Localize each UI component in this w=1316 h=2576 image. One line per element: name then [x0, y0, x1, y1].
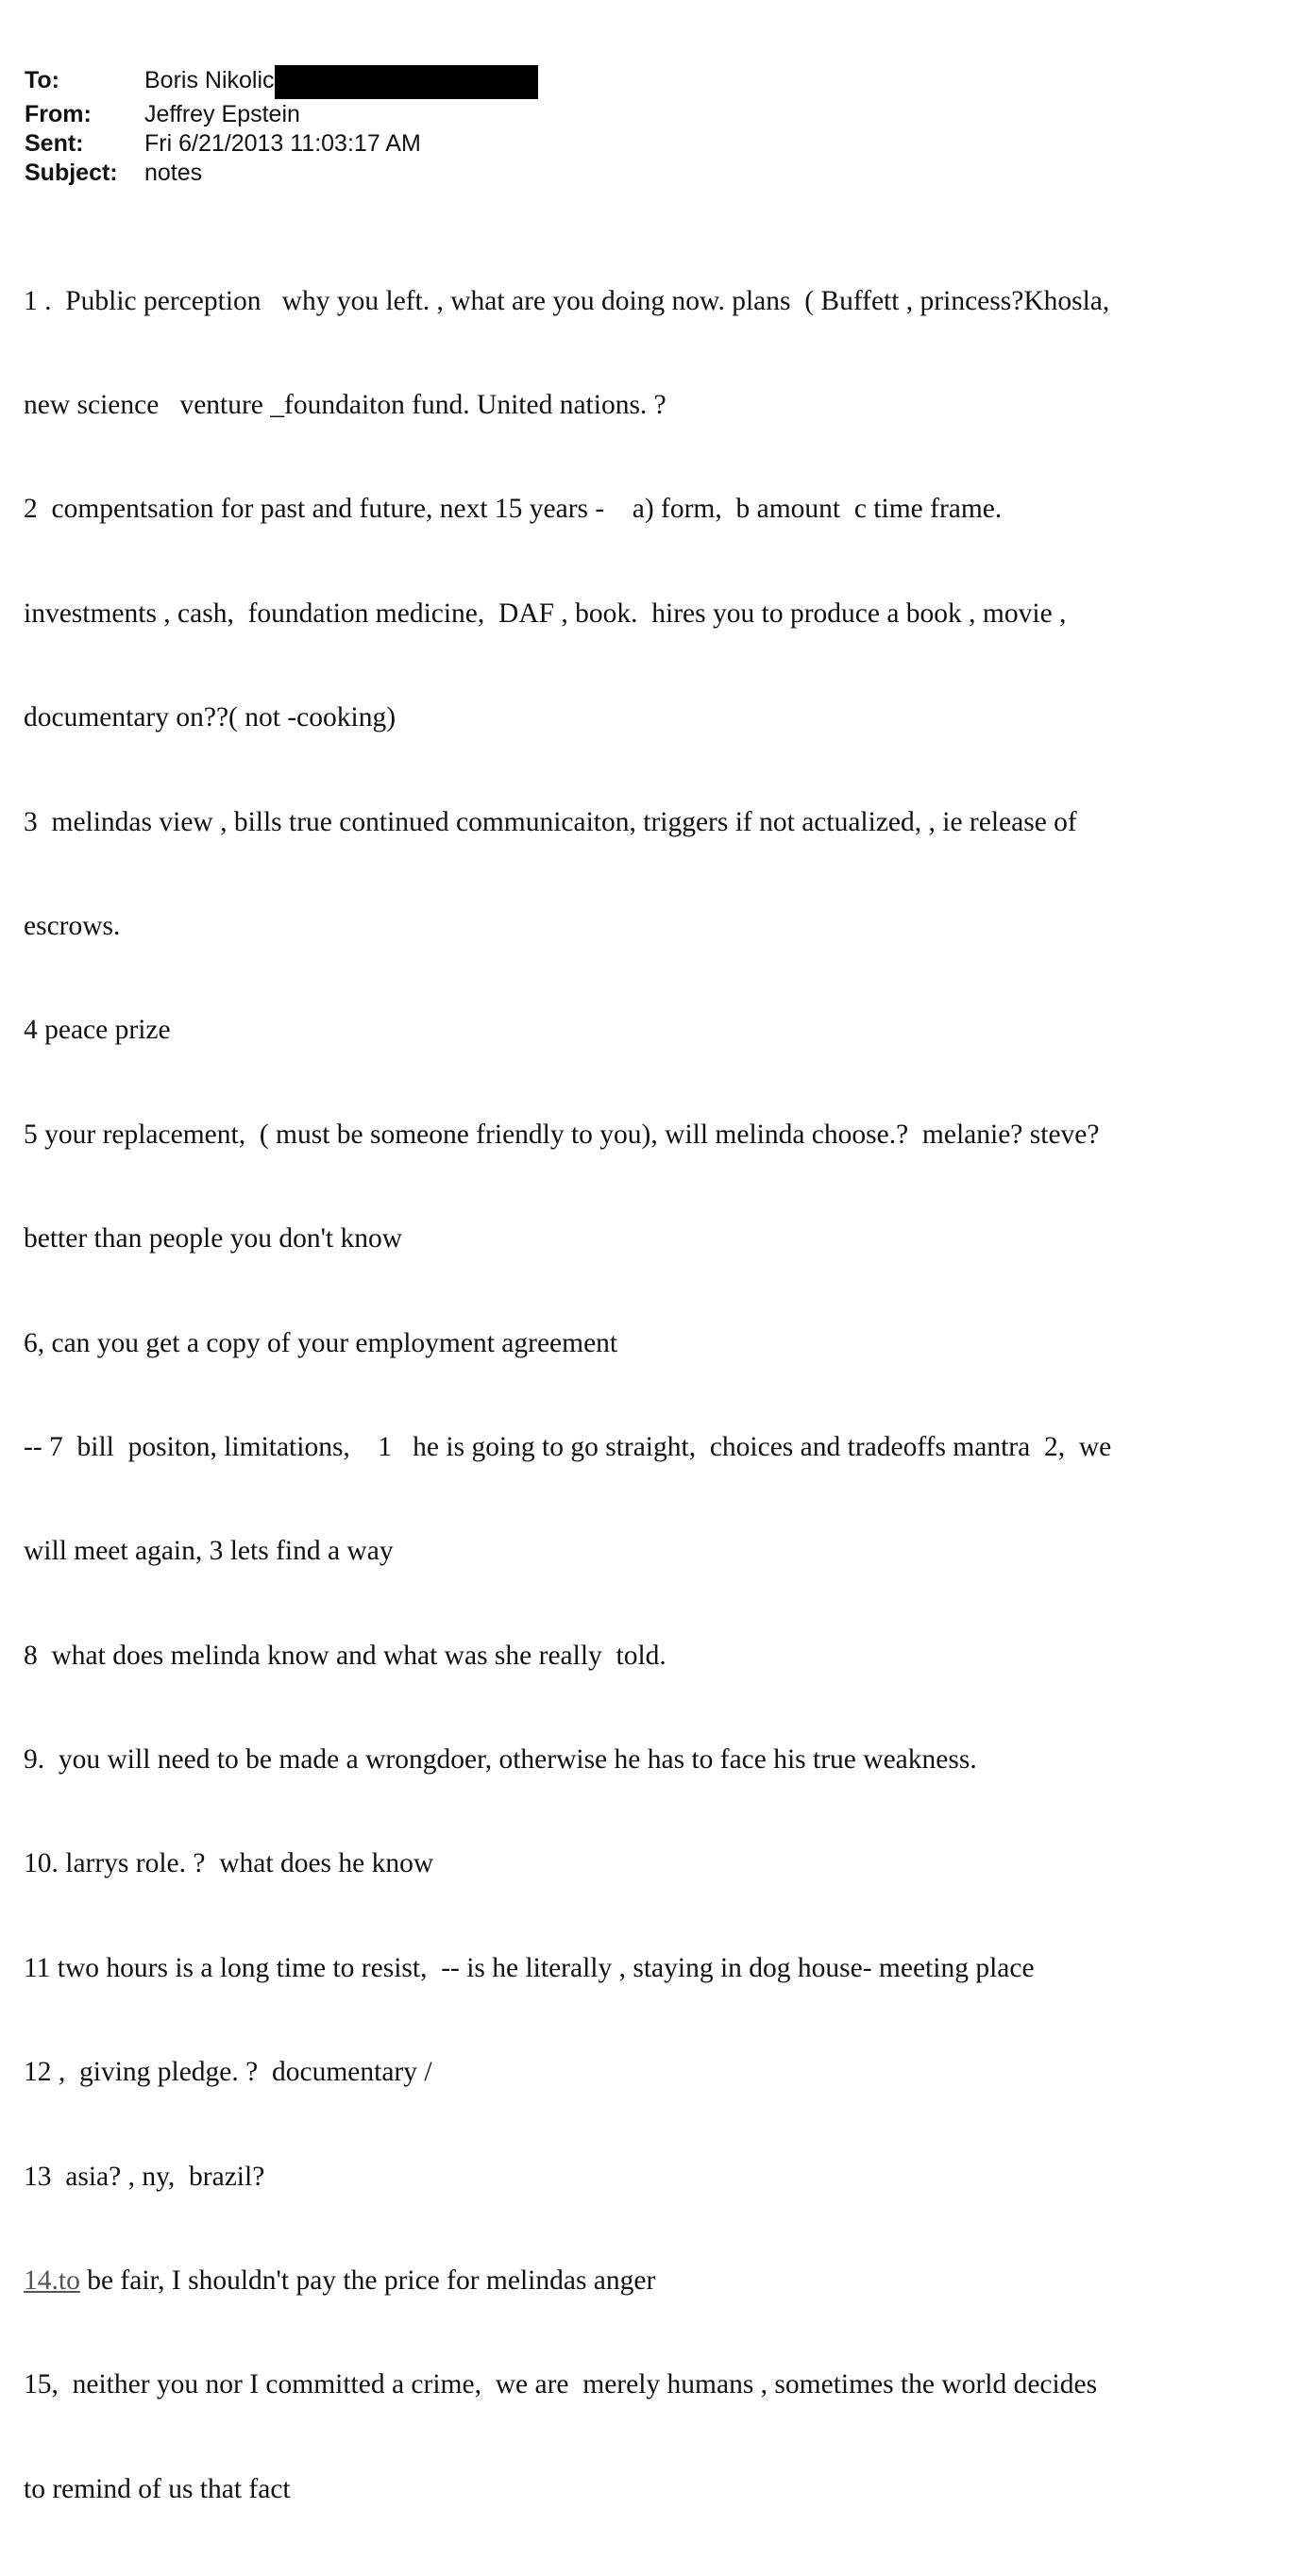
body-line: 8 what does melinda know and what was she really told. [24, 1640, 666, 1671]
item-14-link[interactable]: 14.to [24, 2265, 80, 2297]
redaction-bar [275, 65, 538, 99]
body-line: 13 asia? , ny, brazil? [24, 2161, 265, 2192]
sent-label: Sent: [25, 130, 84, 157]
subject-value: notes [144, 160, 203, 186]
subject-label: Subject: [25, 160, 118, 186]
item-14-text: be fair, I shouldn't pay the price for melindas anger [79, 2265, 656, 2297]
body-line: better than people you don't know [24, 1223, 403, 1254]
body-line: 6, can you get a copy of your employment agreement [24, 1327, 618, 1358]
body-line: documentary on??( not -cooking) [24, 702, 396, 733]
body-line: 15, neither you nor I committed a crime, we are merely humans , sometimes the world decides [24, 2369, 1098, 2400]
body-line: 2 compentsation for past and future, next 15 years - a) form, b amount c time frame. [24, 494, 1003, 525]
body-line: 12 , giving pledge. ? documentary / [24, 2057, 432, 2088]
body-line-14 [24, 2264, 1298, 2298]
body-line: new science venture _foundaiton fund. United nations. ? [24, 389, 666, 420]
email-body [24, 214, 1298, 2576]
email-header [25, 66, 538, 188]
from-row [25, 100, 538, 129]
sent-row [25, 129, 538, 159]
body-line: 4 peace prize [24, 1015, 171, 1046]
to-name: Boris Nikolic [144, 67, 275, 93]
body-line: 5 your replacement, ( must be someone friendly to you), will melinda choose.? melanie? steve? [24, 1119, 1100, 1150]
body-line: investments , cash, foundation medicine, DAF , book. hires you to produce a book , movie , [24, 598, 1067, 629]
body-line: escrows. [24, 910, 121, 941]
to-label: To: [25, 67, 60, 93]
from-label: From: [25, 101, 92, 127]
body-line: 1 . Public perception why you left. , what are you doing now. plans ( Buffett , princess?Khosla, [24, 285, 1110, 316]
to-value [144, 66, 538, 100]
sent-value: Fri 6/21/2013 11:03:17 AM [144, 130, 421, 157]
body-line: 9. you will need to be made a wrongdoer, otherwise he has to face his true weakness. [24, 1744, 977, 1776]
body-line: 11 two hours is a long time to resist, -- is he literally , staying in dog house- meeting place [24, 1952, 1035, 1983]
to-row [25, 66, 538, 100]
body-line: 10. larrys role. ? what does he know [24, 1848, 434, 1879]
body-line: to remind of us that fact [24, 2473, 291, 2504]
body-line: -- 7 bill positon, limitations, 1 he is going to go straight, choices and tradeoffs mantra 2, we [24, 1431, 1112, 1462]
subject-row [25, 159, 538, 188]
body-line: 3 melindas view , bills true continued communicaiton, triggers if not actualized, , ie release of [24, 806, 1077, 837]
from-value: Jeffrey Epstein [144, 101, 300, 127]
body-line: will meet again, 3 lets find a way [24, 1536, 394, 1567]
